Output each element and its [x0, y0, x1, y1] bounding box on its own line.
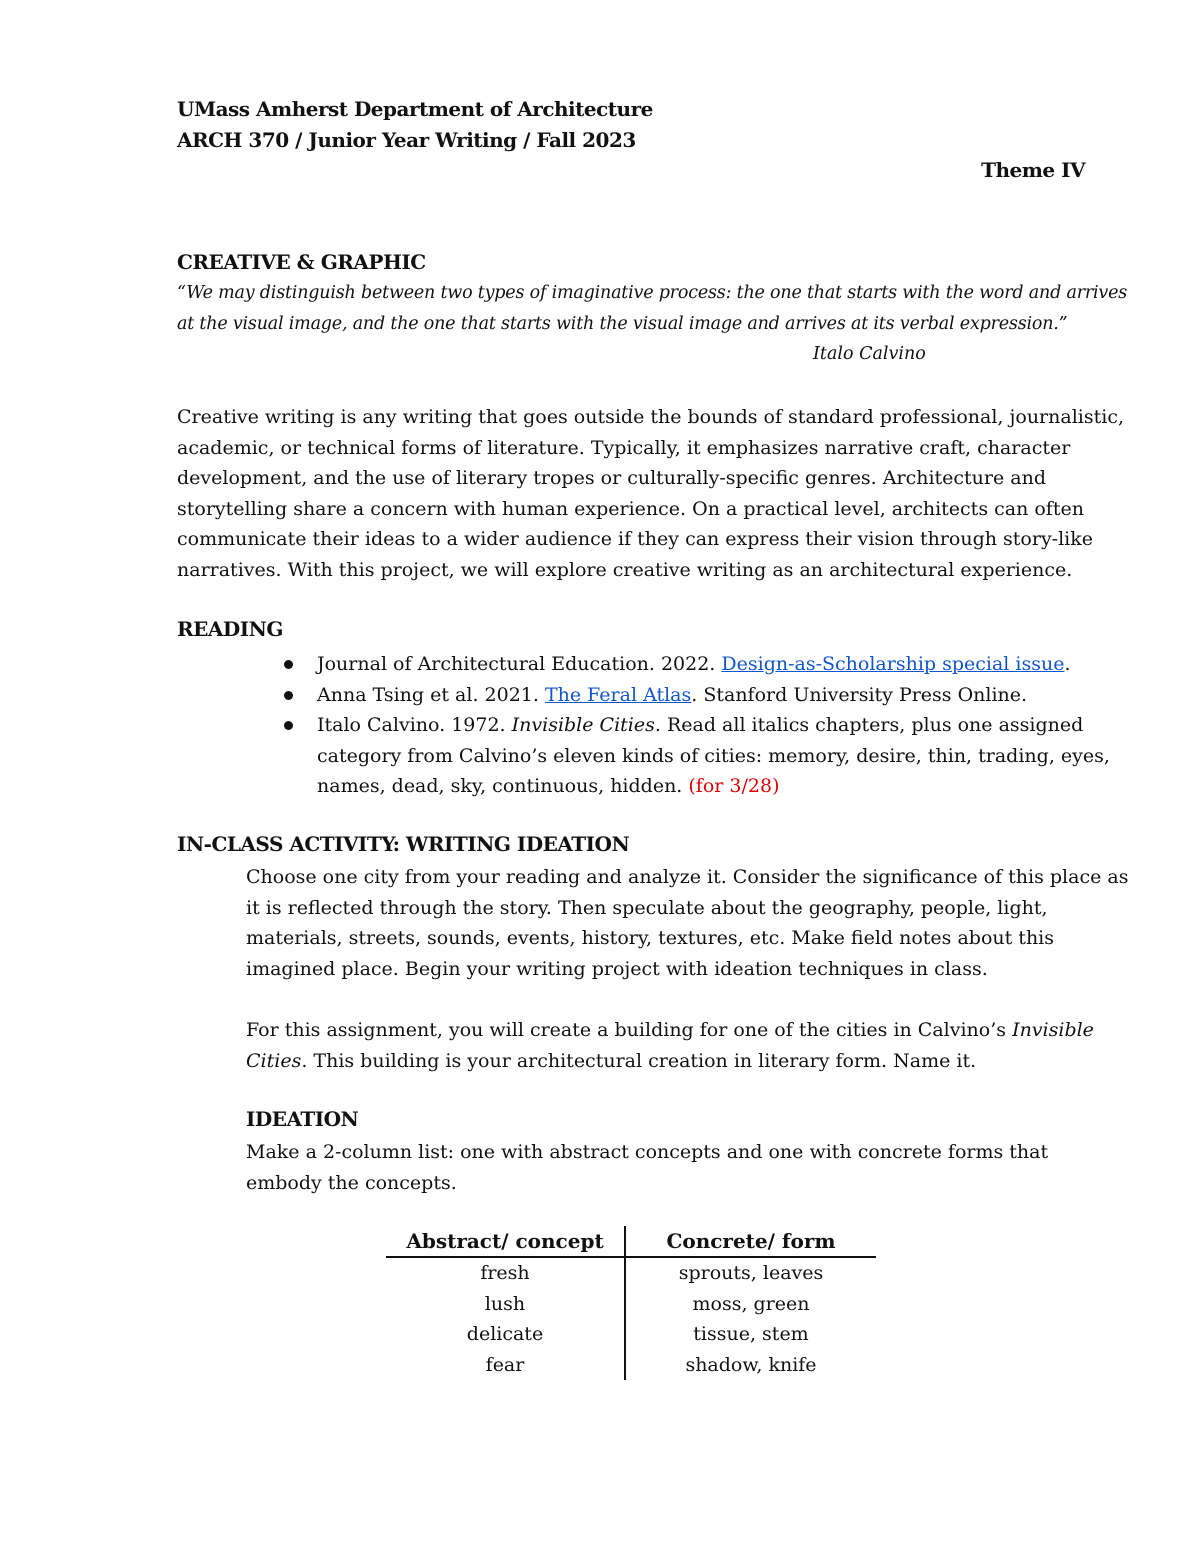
activity-paragraph-line: materials, streets, sounds, events, history, textures, etc. Make field notes about this — [246, 927, 1055, 949]
creative-paragraph-line: Creative writing is any writing that goes outside the bounds of standard professional, journalistic, — [177, 406, 1124, 428]
column-header-abstract: Abstract/ concept — [386, 1226, 625, 1257]
creative-paragraph-line: development, and the use of literary tropes or culturally-specific genres. Architecture and — [177, 467, 1047, 489]
activity-paragraph-line: imagined place. Begin your writing project with ideation techniques in class. — [246, 957, 988, 980]
table-cell: delicate — [386, 1319, 625, 1350]
design-as-scholarship-link[interactable]: Design-as-Scholarship special issue — [721, 653, 1065, 675]
table-cell: shadow, knife — [685, 1353, 817, 1376]
ideation-instructions: Make a 2-column list: one with abstract concepts and one with concrete forms that embody the concepts. — [246, 1141, 1049, 1194]
bullet-icon — [284, 660, 293, 669]
list-item: Journal of Architectural Education. 2022. Design-as-Scholarship special issue. — [317, 649, 1110, 680]
creative-paragraph-line: narratives. With this project, we will explore creative writing as an architectural experience. — [177, 558, 1073, 581]
table-header-row — [386, 1226, 876, 1257]
table-cell: moss, green — [692, 1292, 810, 1315]
table-cell: sprouts, leaves — [678, 1262, 824, 1285]
table-row — [386, 1350, 876, 1381]
theme-label: Theme IV — [981, 158, 1085, 182]
creative-paragraph — [177, 402, 1124, 585]
list-item: Italo Calvino. 1972. Invisible Cities. Read all italics chapters, plus one assigned category from Calvino’s eleven kinds of cities: memory, desire, thin, trading, eyes, names, dead, sky, continuous, hidden. (for 3/28) — [317, 710, 1110, 802]
department-title: UMass Amherst Department of Architecture — [177, 97, 653, 121]
activity-paragraph — [246, 862, 1128, 984]
activity-heading: IN-CLASS ACTIVITY: WRITING IDEATION — [177, 832, 630, 856]
table-cell: fresh — [386, 1257, 625, 1289]
table-cell: fear — [386, 1350, 625, 1381]
course-title: ARCH 370 / Junior Year Writing / Fall 2023 — [177, 128, 636, 152]
bullet-icon — [284, 691, 293, 700]
creative-paragraph-line: academic, or technical forms of literature. Typically, it emphasizes narrative craft, character — [177, 436, 1071, 459]
ideation-table — [386, 1226, 876, 1380]
table-row — [386, 1257, 876, 1289]
creative-heading: CREATIVE & GRAPHIC — [177, 250, 426, 274]
quote-line-2: at the visual image, and the one that starts with the visual image and arrives at its verbal expression.” — [177, 314, 1068, 334]
reading-list — [317, 649, 1110, 802]
feral-atlas-link[interactable]: The Feral Atlas — [544, 683, 692, 706]
table-row — [386, 1289, 876, 1320]
quote-author: Italo Calvino — [813, 344, 926, 364]
reading-heading: READING — [177, 617, 283, 641]
due-date: (for 3/28) — [688, 775, 780, 797]
ideation-heading: IDEATION — [246, 1107, 359, 1131]
assignment-paragraph: For this assignment, you will create a building for one of the cities in Calvino’s Invisible Cities. This building is your architectural creation in literary form. Name it. — [246, 1019, 1094, 1072]
bullet-icon — [284, 721, 293, 730]
activity-paragraph-line: it is reflected through the story. Then speculate about the geography, people, light, — [246, 896, 1048, 919]
book-title: Invisible Cities — [511, 714, 655, 736]
table-cell: lush — [386, 1289, 625, 1320]
quote-line-1: “We may distinguish between two types of imaginative process: the one that starts with the word and arrives — [177, 283, 1128, 303]
activity-paragraph-line: Choose one city from your reading and analyze it. Consider the significance of this place as — [246, 866, 1129, 888]
column-header-concrete: Concrete/ form — [625, 1226, 876, 1257]
list-item: Anna Tsing et al. 2021. The Feral Atlas. Stanford University Press Online. — [317, 680, 1110, 711]
creative-paragraph-line: communicate their ideas to a wider audience if they can express their vision through story-like — [177, 528, 1094, 550]
table-row — [386, 1319, 876, 1350]
creative-paragraph-line: storytelling share a concern with human experience. On a practical level, architects can often — [177, 497, 1084, 520]
table-cell: tissue, stem — [693, 1323, 809, 1346]
